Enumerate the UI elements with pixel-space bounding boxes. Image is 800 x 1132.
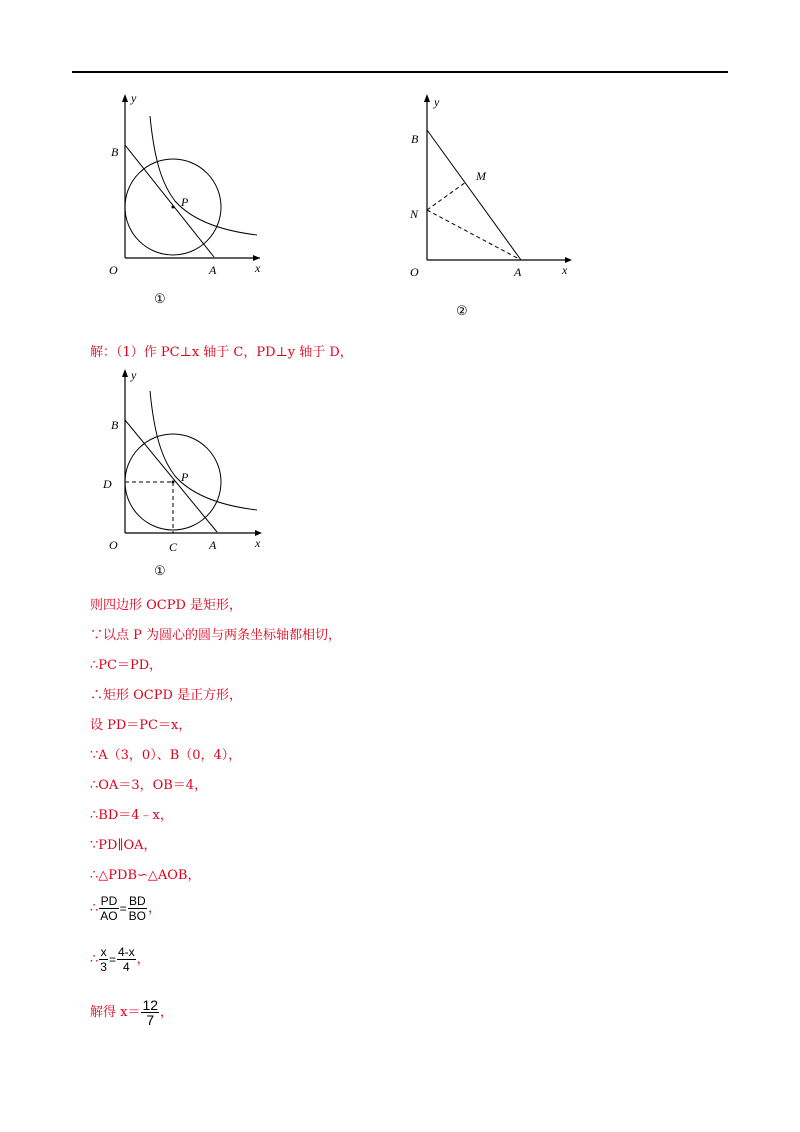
fig2-label-x: x <box>562 263 568 277</box>
fraction-denominator: AO <box>100 909 118 923</box>
fig1-label-p: P <box>181 195 189 209</box>
fig2-label-n: N <box>410 207 419 221</box>
solution-line-11: ∴△PDB∽△AOB， <box>90 868 201 883</box>
fig3-label-d: D <box>103 477 112 491</box>
fig3-label-x: x <box>255 536 261 550</box>
fraction-numerator: 12 <box>142 997 159 1013</box>
solution-line-1: 解：（1）作 PC⊥x 轴于 C，PD⊥y 轴于 D， <box>90 345 353 360</box>
solution-line-8: ∴OA＝3，OB＝4， <box>90 778 208 793</box>
solution-line-10: ∵PD∥OA， <box>90 838 157 853</box>
figure-1 <box>95 88 275 310</box>
fraction-pd-ao <box>99 894 118 923</box>
fig2-label-y: y <box>434 95 440 109</box>
fraction-12-7 <box>141 998 159 1027</box>
equals-sign: = <box>108 952 116 967</box>
equals-sign: = <box>119 901 127 916</box>
fig1-label-x: x <box>255 261 261 275</box>
therefore-symbol: ∴ <box>90 952 99 967</box>
fig3-label-a: A <box>209 538 217 552</box>
fraction-bd-bo <box>128 894 147 923</box>
header-rule <box>72 71 728 73</box>
fig1-caption: ① <box>154 291 166 306</box>
fraction-denominator: 3 <box>100 960 107 974</box>
fig1-label-b: B <box>111 145 119 159</box>
fig2-caption: ② <box>456 303 468 318</box>
therefore-symbol: ∴ <box>90 901 99 916</box>
figure-2 <box>400 88 580 320</box>
solution-line-14 <box>90 998 173 1027</box>
fraction-numerator: BD <box>128 894 146 908</box>
fraction-x-3 <box>99 945 108 974</box>
comma: ， <box>136 952 150 967</box>
solve-prefix: 解得 x＝ <box>90 1005 141 1020</box>
fig2-label-b: B <box>411 132 419 146</box>
solution-line-12 <box>90 894 161 923</box>
fraction-denominator: 7 <box>146 1012 155 1028</box>
fraction-denominator: 4 <box>122 960 130 974</box>
solution-line-13 <box>90 945 150 974</box>
fig1-label-a: A <box>209 263 217 277</box>
fraction-numerator: x <box>100 945 107 959</box>
solution-line-5: ∴矩形 OCPD 是正方形， <box>90 688 243 703</box>
fraction-denominator: BO <box>128 909 146 923</box>
solution-line-6: 设 PD＝PC＝x， <box>90 718 192 733</box>
fig3-label-y: y <box>131 368 137 382</box>
fig3-label-b: B <box>111 418 119 432</box>
solution-line-4: ∴PC＝PD， <box>90 658 163 673</box>
fig2-label-a: A <box>514 265 522 279</box>
fig2-label-m: M <box>476 169 486 183</box>
fig3-caption: ① <box>154 563 166 578</box>
fig1-label-y: y <box>131 91 137 105</box>
solution-line-9: ∴BD＝4﹣x， <box>90 808 173 823</box>
fraction-4minusx-4 <box>117 945 136 974</box>
fig3-label-p: P <box>181 470 189 484</box>
solution-line-2: 则四边形 OCPD 是矩形， <box>90 598 243 613</box>
comma: ， <box>160 1005 174 1020</box>
fraction-numerator: 4-x <box>117 945 135 959</box>
solution-line-7: ∵A（3，0）、B（0，4）， <box>90 748 242 763</box>
solution-line-3: ∵以点 P 为圆心的圆与两条坐标轴都相切， <box>90 628 342 643</box>
fraction-numerator: PD <box>100 894 118 908</box>
fig3-label-c: C <box>169 540 178 554</box>
comma: ， <box>147 901 161 916</box>
figure-3 <box>95 365 275 580</box>
fig3-label-o: O <box>109 538 118 552</box>
fig2-label-o: O <box>410 265 419 279</box>
fig1-label-o: O <box>109 263 118 277</box>
